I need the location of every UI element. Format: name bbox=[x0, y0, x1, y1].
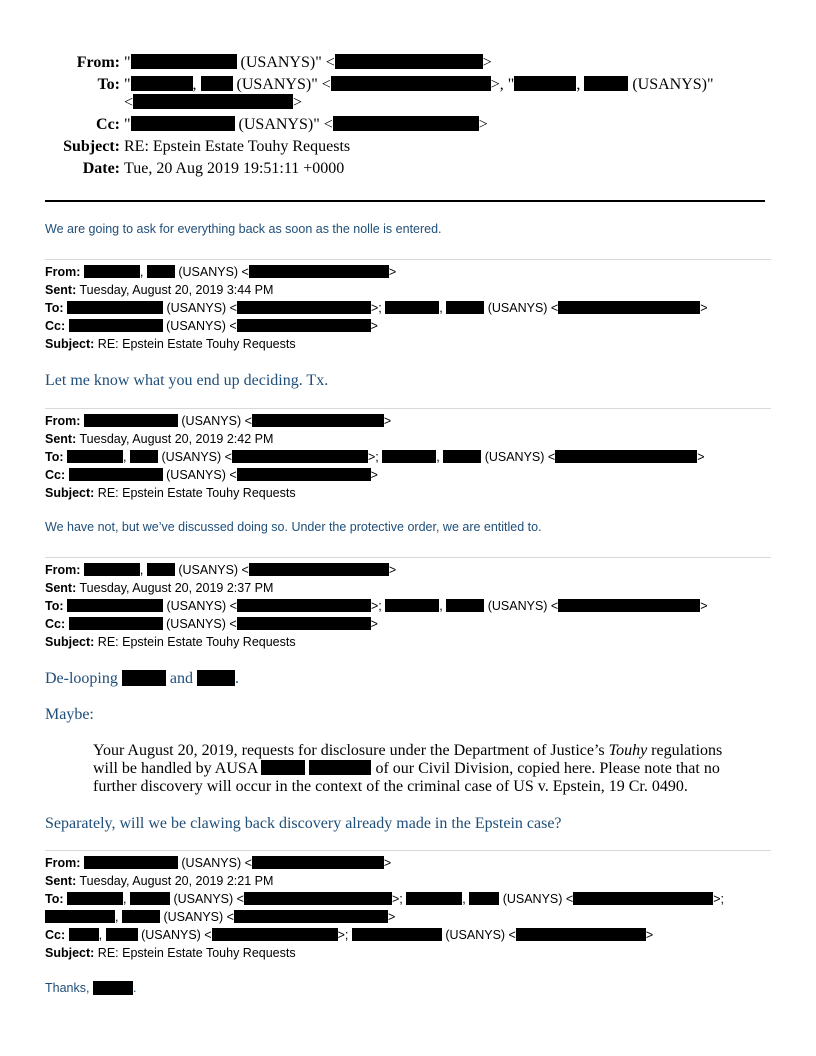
redaction-block bbox=[67, 301, 163, 314]
header-to-row-cont: < > bbox=[124, 94, 303, 111]
redaction-block bbox=[446, 301, 484, 314]
redaction-block bbox=[584, 76, 628, 91]
redaction-block bbox=[249, 265, 389, 278]
message-body-5: Thanks, . bbox=[45, 981, 137, 995]
quoted-header-3: From: , (USANYS) < > Sent: Tuesday, August 20, 2019 2:37 PM To: (USANYS) < >; , (USANYS) < > Cc: (USANYS) < > Subject: RE: Epstein Estate Touhy Requests bbox=[45, 563, 708, 649]
redaction-block bbox=[122, 670, 166, 686]
redaction-block bbox=[67, 599, 163, 612]
redaction-block bbox=[558, 301, 700, 314]
redaction-block bbox=[237, 599, 371, 612]
header-date-label: Date: bbox=[82, 160, 120, 177]
redaction-block bbox=[130, 892, 170, 905]
redaction-block bbox=[69, 319, 163, 332]
redaction-block bbox=[382, 450, 436, 463]
header-subject-label: Subject: bbox=[63, 138, 120, 155]
redaction-block bbox=[385, 301, 439, 314]
header-to-value: " , (USANYS)" < >, " , (USANYS)" bbox=[124, 76, 714, 93]
message-maybe: Maybe: bbox=[45, 706, 94, 723]
redaction-block bbox=[335, 54, 483, 69]
message-divider bbox=[45, 259, 771, 260]
header-date-value: Tue, 20 Aug 2019 19:51:11 +0000 bbox=[124, 160, 345, 177]
redaction-block bbox=[406, 892, 462, 905]
redaction-block bbox=[249, 563, 389, 576]
redaction-block bbox=[84, 265, 140, 278]
message-separately: Separately, will we be clawing back discovery already made in the Epstein case? bbox=[45, 815, 562, 832]
quoted-header-4: From: (USANYS) < > Sent: Tuesday, August 20, 2019 2:21 PM To: , (USANYS) < >; , (USANYS) < >; , (USANYS) < > Cc: , (USANYS) < >; (USANYS) < > Subject: RE: Epstein Estate Touhy Requests bbox=[45, 856, 724, 960]
redaction-block bbox=[131, 76, 193, 91]
redaction-block bbox=[516, 928, 646, 941]
quoted-header-1: From: , (USANYS) < > Sent: Tuesday, August 20, 2019 3:44 PM To: (USANYS) < >; , (USANYS) < > Cc: (USANYS) < > Subject: RE: Epstein Estate Touhy Requests bbox=[45, 265, 708, 351]
redaction-block bbox=[514, 76, 576, 91]
message-body-2: Let me know what you end up deciding. Tx. bbox=[45, 372, 329, 389]
redaction-block bbox=[122, 910, 160, 923]
redaction-block bbox=[234, 910, 388, 923]
header-cc-value: " (USANYS)" < > bbox=[124, 116, 488, 133]
header-divider bbox=[45, 200, 765, 202]
redaction-block bbox=[555, 450, 697, 463]
redaction-block bbox=[69, 468, 163, 481]
redaction-block bbox=[84, 563, 140, 576]
redaction-block bbox=[443, 450, 481, 463]
redaction-block bbox=[237, 468, 371, 481]
message-body-4: De-looping and . bbox=[45, 670, 239, 687]
redaction-block bbox=[84, 414, 178, 427]
redaction-block bbox=[352, 928, 442, 941]
redaction-block bbox=[93, 981, 133, 995]
redaction-block bbox=[309, 760, 371, 775]
redaction-block bbox=[333, 116, 479, 131]
redaction-block bbox=[469, 892, 499, 905]
header-subject-value: RE: Epstein Estate Touhy Requests bbox=[124, 138, 351, 155]
redaction-block bbox=[197, 670, 235, 686]
message-body-1: We are going to ask for everything back as soon as the nolle is entered. bbox=[45, 222, 442, 236]
redaction-block bbox=[147, 563, 175, 576]
redaction-block bbox=[106, 928, 138, 941]
redaction-block bbox=[558, 599, 700, 612]
header-cc-label: Cc: bbox=[96, 116, 120, 133]
redaction-block bbox=[131, 116, 235, 131]
message-divider bbox=[45, 850, 771, 851]
redaction-block bbox=[573, 892, 713, 905]
message-body-3: We have not, but we’ve discussed doing so. Under the protective order, we are entitled to. bbox=[45, 520, 542, 534]
redaction-block bbox=[237, 301, 371, 314]
redaction-block bbox=[446, 599, 484, 612]
proposed-language-quote: Your August 20, 2019, requests for disclosure under the Department of Justice’s Touhy regulations will be handled by AUSA of our Civil Division, copied here. Please note that no further discovery will occur in the context of the criminal case of US v. Epstein, 19 Cr. 0490. bbox=[93, 742, 723, 795]
header-to-label: To: bbox=[97, 76, 120, 93]
header-from-value: " (USANYS)" < > bbox=[124, 54, 492, 71]
redaction-block bbox=[133, 94, 293, 109]
redaction-block bbox=[331, 76, 491, 91]
redaction-block bbox=[201, 76, 233, 91]
redaction-block bbox=[147, 265, 175, 278]
redaction-block bbox=[69, 617, 163, 630]
redaction-block bbox=[237, 617, 371, 630]
redaction-block bbox=[45, 910, 115, 923]
redaction-block bbox=[244, 892, 392, 905]
quoted-header-2: From: (USANYS) < > Sent: Tuesday, August 20, 2019 2:42 PM To: , (USANYS) < >; , (USANYS) < > Cc: (USANYS) < > Subject: RE: Epstein Estate Touhy Requests bbox=[45, 414, 705, 500]
redaction-block bbox=[131, 54, 237, 69]
redaction-block bbox=[84, 856, 178, 869]
redaction-block bbox=[385, 599, 439, 612]
header-from-label: From: bbox=[76, 54, 120, 71]
redaction-block bbox=[69, 928, 99, 941]
redaction-block bbox=[252, 856, 384, 869]
redaction-block bbox=[237, 319, 371, 332]
redaction-block bbox=[130, 450, 158, 463]
redaction-block bbox=[67, 450, 123, 463]
message-divider bbox=[45, 408, 771, 409]
message-divider bbox=[45, 557, 771, 558]
redaction-block bbox=[252, 414, 384, 427]
redaction-block bbox=[67, 892, 123, 905]
redaction-block bbox=[212, 928, 338, 941]
redaction-block bbox=[232, 450, 368, 463]
redaction-block bbox=[261, 760, 305, 775]
